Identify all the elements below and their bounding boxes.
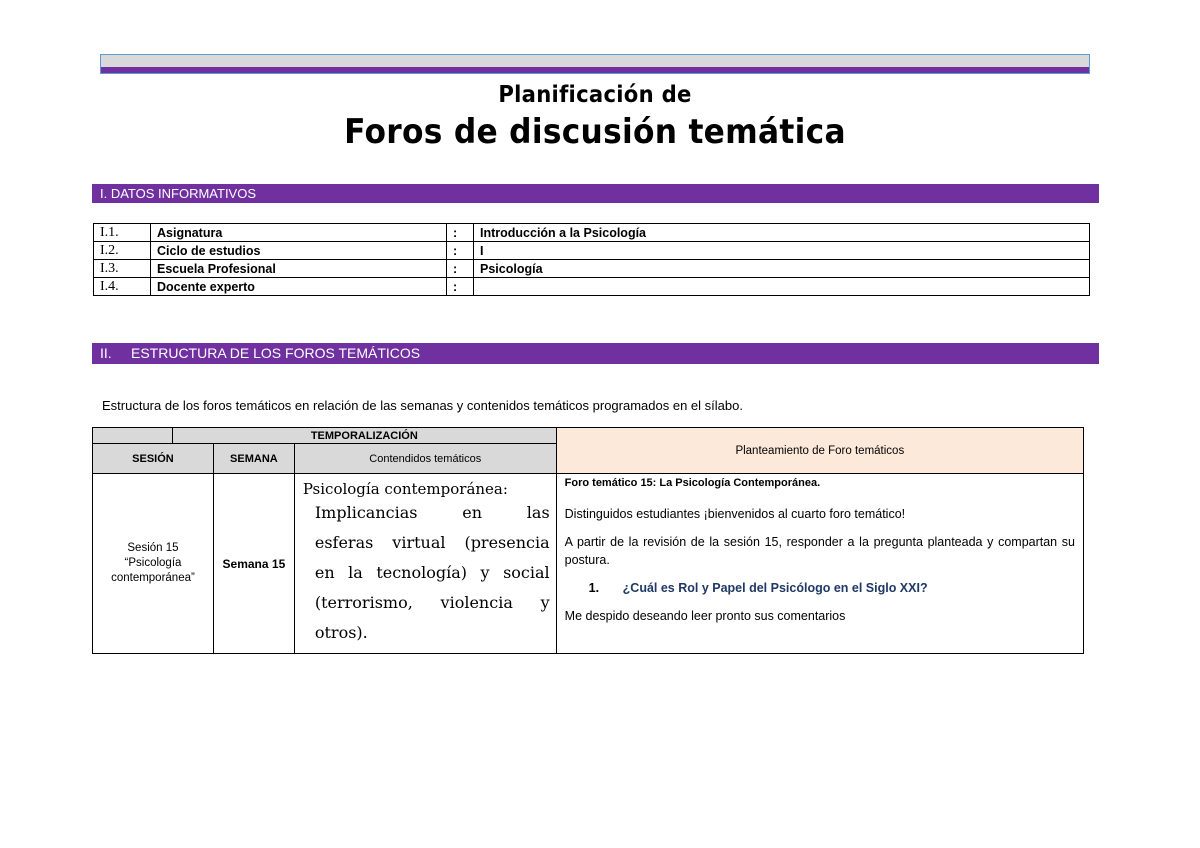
session-cell [93,474,214,654]
structure-table [92,427,1084,654]
info-code: I.2. [94,242,151,260]
info-table [93,223,1090,296]
intro-paragraph: Estructura de los foros temáticos en relación de las semanas y contenidos temáticos programados en el sílabo. [102,398,743,413]
info-colon: : [447,224,474,242]
content-line: (terrorismo, violencia y [314,593,550,612]
content-line: Implicancias en las [314,503,550,522]
info-value: Introducción a la Psicología [474,224,1090,242]
forum-greeting: Distinguidos estudiantes ¡bienvenidos al cuarto foro temático! [564,507,906,521]
content-line: esferas virtual (presencia [314,533,550,552]
info-colon: : [447,242,474,260]
page-title-line2: Foros de discusión temática [344,112,846,152]
info-colon: : [447,278,474,296]
section-number: II. [100,345,112,361]
info-label: Escuela Profesional [151,260,447,278]
info-row [94,278,1090,296]
session-line: Sesión 15 [127,542,179,554]
content-line: en la tecnología) y social [314,563,550,582]
info-label: Asignatura [151,224,447,242]
header-band [100,54,1090,74]
planteamiento-header: Planteamiento de Foro temáticos [556,428,1083,474]
info-label: Ciclo de estudios [151,242,447,260]
info-code: I.1. [94,224,151,242]
info-value: Psicología [474,260,1090,278]
forum-instruction: A partir de la revisión de la sesión 15, responder a la pregunta planteada y compartan su postura. [564,535,1075,567]
content-line: otros). [314,623,368,642]
forum-title: Foro temático 15: La Psicología Contemporánea. [564,477,821,489]
sesion-header: SESIÓN [93,444,214,474]
section-heading-datos: I. DATOS INFORMATIVOS [92,184,1099,203]
temporalizacion-header: TEMPORALIZACIÓN [172,428,556,444]
question-number: 1. [588,581,600,595]
blank-header-cell [93,428,173,444]
forum-cell [556,474,1083,654]
section-label: ESTRUCTURA DE LOS FOROS TEMÁTICOS [131,345,421,361]
content-title: Psicología contemporánea: [302,480,508,498]
session-line: contemporánea” [111,572,195,584]
forum-question [565,581,1075,595]
section-heading-estructura [92,343,1099,364]
week-cell: Semana 15 [213,474,294,654]
info-row [94,224,1090,242]
info-label: Docente experto [151,278,447,296]
header-band-stripe [101,67,1089,73]
page-title-line1: Planificación de [498,82,692,108]
question-text: ¿Cuál es Rol y Papel del Psicólogo en el Siglo XXI? [622,581,928,595]
forum-closing: Me despido deseando leer pronto sus comentarios [564,609,846,623]
semana-header: SEMANA [213,444,294,474]
contenidos-header: Contendidos temáticos [294,444,556,474]
info-value [474,278,1090,296]
content-cell [294,474,556,654]
info-code: I.3. [94,260,151,278]
info-row [94,242,1090,260]
info-colon: : [447,260,474,278]
info-code: I.4. [94,278,151,296]
session-line: “Psicología [124,557,182,569]
info-row [94,260,1090,278]
info-value: I [474,242,1090,260]
